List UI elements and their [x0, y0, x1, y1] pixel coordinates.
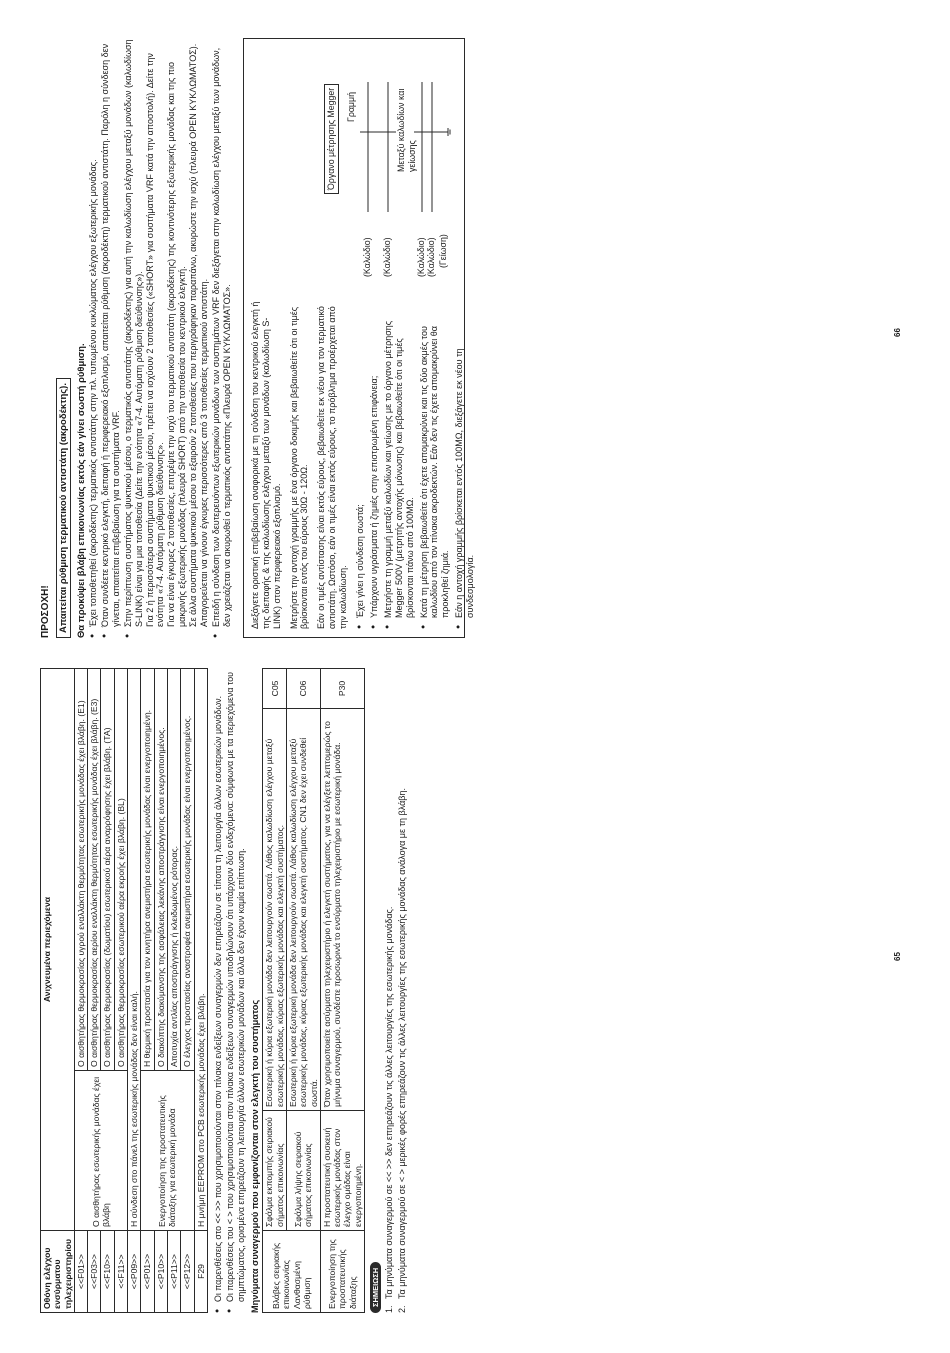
- between-label: Μεταξύ καλωδίων και γείωσης: [395, 88, 417, 172]
- table-row: [74, 669, 87, 1313]
- page-65: [40, 668, 410, 1313]
- desc-cell: Εσωτερική ή κύρια εξωτερική μονάδα δεν λειτουργούν σωστά. Λάθος καλωδίωση ελέγχου μεταξύ εσωτερικής μονάδας, κύριας εξωτερικής μονάδας και ελεγκτή συστήματος.: [263, 709, 287, 1111]
- endnote-text: Τα μηνύματα συναγερμού σε < > μερικές φορές επηρεάζουν τις άλλες λειτουργίες της εσωτερικής μονάδας ανάλογα με τη βλάβη.: [396, 788, 407, 1299]
- desc-cell: Εσωτερική ή κύρια εξωτερική μονάδα δεν λειτουργούν σωστά. Λάθος καλωδίωση ελέγχου μεταξύ εσωτερικής μονάδας, κύριας εξωτερικής μονάδας και ελεγκτή συστήματος. CN1 δεν έχει συνδεθεί σωστά.: [286, 709, 320, 1111]
- cause-cell: Ο αισθητήρας εσωτερικής μονάδας έχει βλάβη: [74, 1071, 127, 1231]
- system-alarm-table: [262, 668, 365, 1313]
- cause-cell: Ενεργοποίηση της προστατευτικής διάταξης για εσωτερική μονάδα: [141, 1071, 194, 1231]
- note-item: ● Οι παρενθέσεις του < > που χρησιμοποιούνται στον πίνακα ενδείξεων συναγερμών υποδηλώνουν ότι υπάρχουν δύο ενδεχόμενα: σύμφωνα με τα περιεχόμενα του σημπτώματος, ορισμένα επηρεάζουν τη λειτουργία άλλων εσωτερικών μονάδων και άλλα δεν έχουν καμία επίπτωση.: [225, 668, 246, 1313]
- content-cell: Αποτυχία αντλίας αποστράγγισης ή κλειδωμένος ρότορας.: [167, 669, 180, 1071]
- content-cell: Ο έλεγχος προστασίας αναστροφέα ανεμιστήρα εσωτερικής μονάδας είναι ενεργοποιημένος.: [181, 669, 194, 1071]
- box-bullet: ● Υπάρχουν υγράσματα ή ζημιές στην επιστρωμένη επιφάνεια;: [369, 304, 380, 629]
- content-cell: Ο αισθητήρας θερμοκρασίας (δωματίου) εσωτερικού αέρα αναρρόφησης έχει βλάβη. (TA): [101, 669, 114, 1071]
- page-number-right: 66: [893, 328, 902, 337]
- table-row: [263, 669, 287, 1313]
- system-alarm-title: Μηνύματα συναγερμού που εμφανίζονται στον ελεγκτή του συστήματος: [250, 999, 261, 1313]
- box-outside: Εάν οι τιμές αντίστασης είναι εκτός εύρους, βεβαιωθείτε εκ νέου για τον τερματικό αντιστάτη. Ωστόσο, εάν οι τιμές είναι εκτός εύρους, το πρόβλημα προέρχεται από την καλωδίωση.: [316, 306, 349, 629]
- content-cell: Η θερμική προστασία για τον κινητήρα ανεμιστήρα εσωτερικής μονάδας είναι ενεργοποιημένη.: [141, 669, 154, 1071]
- box-bullet: ● Εάν η αντοχή γραμμής βρίσκεται εντός 100MΩ, διεξάγετε εκ νέου τη συνδεσμολογία.: [454, 304, 476, 629]
- warning-bullet: ● Έχει τοποθετηθεί (ακροδέκτης) τερματικός αντιστάτης στην πλ. τυπωμένου κυκλώματος ελέγχου εξωτερικής μονάδας.: [88, 38, 99, 638]
- ground-label: (Γείωση): [437, 234, 448, 268]
- desc-cell: Όταν χρησιμοποιείτε ασύρματο τηλεχειριστήριο ή ελεγκτή συστήματος, για να ελέγξετε λεπτομερώς το μήνυμα συναγερμού, συνδέστε προσωρινά το ενσύρματο τηλεχειριστήριο με εσωτερική μονάδα.: [320, 709, 364, 1111]
- megger-diagram: [324, 62, 454, 282]
- table-row: [286, 669, 320, 1313]
- table-row: [194, 669, 207, 1313]
- note-item: ● Οι παρενθέσεις στο << >> που χρησιμοποιούνται στον πίνακα ενδείξεων συναγερμών δεν επηρεάζουν σε τίποτα τη λειτουργία άλλων εσωτερικών μονάδων.: [213, 668, 224, 1313]
- group-cell: Βλάβες σειριακής επικοινωνίας Λανθασμένη ρύθμιση: [263, 1231, 320, 1313]
- endnote-text: Τα μηνύματα συναγερμού σε << >> δεν επηρεάζουν τις άλλες λειτουργίες της εσωτερικής μονάδας.: [384, 906, 395, 1299]
- item-cell: Σφάλμα λήψης σειριακού σήματος επικοινωνίας: [286, 1111, 320, 1231]
- cable-label: (Καλώδιο): [425, 237, 436, 277]
- verification-box: [243, 38, 476, 638]
- item-cell: Σφάλμα εκπομπής σειριακού σήματος επικοινωνίας: [263, 1111, 287, 1231]
- table-row: [141, 669, 154, 1313]
- code-cell: <<F10>>: [101, 1231, 114, 1313]
- content-cell: Ο αισθητήρας θερμοκρασίας αερίου εναλλάκτη θερμότητας εσωτερικής μονάδας έχει βλάβη. (E3): [88, 669, 101, 1071]
- line-label: Γραμμή: [345, 92, 356, 122]
- warning-bold-line: Θα προκύψει βλάβη επικοινωνίας εκτός εάν γίνει σωστή ρύθμιση.: [75, 343, 86, 638]
- warning-bullet: ● Επειδή η σύνδεση των δευτερευόντων εξωτερικών μονάδων των συστημάτων VRF δεν διεξάγεται στην καλωδίωση ελέγχου μεταξύ των μονάδων, δεν χρειάζεται να ακυρωθεί ο τερματικός αντιστάτης «Πλευρά OPEN ΚΥΚΛΩΜΑΤΟΣ».: [211, 38, 233, 638]
- code-cell: <<P09>>: [128, 1231, 141, 1313]
- header-content: Ανιχνευμένα περιεχόμενα: [41, 669, 75, 1231]
- group-cell: Ενεργοποίηση της προστατευτικής διάταξης: [320, 1231, 364, 1313]
- table-notes: [213, 668, 247, 1313]
- code-cell: <<F03>>: [88, 1231, 101, 1313]
- table-row: [128, 669, 141, 1313]
- code-cell: <<P12>>: [181, 1231, 194, 1313]
- content-cell: Ο αισθητήρας θερμοκρασίας υγρού εναλλάκτη θερμότητας εσωτερικής μονάδας έχει βλάβη. (E1): [74, 669, 87, 1071]
- warning-subtitle: Απαιτείται ρύθμιση τερματικού αντιστάτη (ακροδέκτης).: [56, 378, 71, 638]
- table-header: [41, 669, 75, 1313]
- warning-title: ΠΡΟΣΟΧΗ!: [40, 585, 51, 638]
- cable-label: (Καλώδιο): [381, 237, 392, 277]
- cable-label: (Καλώδιο): [361, 237, 372, 277]
- page-number-left: 65: [893, 952, 902, 961]
- code-cell: C05: [263, 669, 287, 709]
- warning-bullet: ● Στην περίπτωση συστήματος ψυκτικού μέσου, ο τερματικός αντιστάτης (ακροδέκτης) για αυτή την καλωδίωση ελέγχου μεταξύ μονάδων (καλωδίωση S-LINK) είναι για μια τοποθεσία (Δείτε την ενότητα «7-4. Αυτόματη ρύθμιση διεύθυνσης»). Για 2 ή περισσότερα συστήματα ψυκτικού μέσου, πρέπει να ισχύουν 2 τοποθεσίες («SHORT» για συστήματα VRF κατά την αποστολή). Δείτε την ενότητα «7-4. Αυτόματη ρύθμιση διεύθυνσης». Για να είναι έγκυρες 2 τοποθεσίες, επιτρέψτε την ισχύ του τερματικού αντιστάτη (ακροδέκτης) της κοντινότερης εξωτερικής μονάδας και της πιο μακρινής εξωτερικής μονάδας (πλευρά SHORT) από την τοποθεσία του κεντρικού ελεγκτή. Σε άλλα συστήματα ψυκτικού μέσου το εξαιρούν 2 τοποθεσίες που περιγράφηκαν παραπάνω, ακυρώστε την ισχύ (πλευρά OPEN ΚΥΚΛΩΜΑΤΟΣ). Απαγορεύεται να γίνουν έγκυρες περισσότερες από 3 τοποθεσίες τερματικού αντιστάτη.: [123, 38, 210, 638]
- remarks-badge: ΣΗΜΕΙΩΣΗ: [370, 1262, 381, 1313]
- endnote-item: 2. Τα μηνύματα συναγερμού σε < > μερικές φορές επηρεάζουν τις άλλες λειτουργίες της εσωτερικής μονάδας ανάλογα με τη βλάβη.: [396, 788, 407, 1313]
- cable-label: (Καλώδιο): [415, 237, 426, 277]
- page-66: [40, 38, 476, 638]
- warning-bullet: ● Όταν συνδέετε κεντρικό ελεγκτή, διεπαφή ή περιφερειακό εξοπλισμό, απαιτείται ρύθμιση (ακροδέκτη) τερματικού αντιστάτη. Παρόλη η σύνδεση δεν γίνεται, απαιτείται επιβεβαίωση για τα συστήματα VRF.: [100, 38, 122, 638]
- error-codes-table: [40, 668, 208, 1313]
- code-cell: <<P10>>: [154, 1231, 167, 1313]
- code-cell: C06: [286, 669, 320, 709]
- header-monitor: Οθόνη ελέγχου ενσύρματου τηλεχειριστηρίου: [41, 1231, 75, 1313]
- code-cell: P30: [320, 669, 364, 709]
- cause-cell: Η σύνδεση στο πάνελ της εσωτερικής μονάδας δεν είναι καλή.: [128, 669, 141, 1231]
- code-cell: <<F11>>: [114, 1231, 127, 1313]
- item-cell: Η προστατευτική συσκευή εσωτερικής μονάδας στον έλεγχο ομάδας είναι ενεργοποιημένη.: [320, 1111, 364, 1231]
- code-cell: F29: [194, 1231, 207, 1313]
- content-cell: Ο αισθητήρας θερμοκρασίας εσωτερικού αέρα εκροής έχει βλάβη. (BL): [114, 669, 127, 1071]
- table-row: [320, 669, 364, 1313]
- warning-bullets: [88, 38, 233, 638]
- code-cell: <<P01>>: [141, 1231, 154, 1313]
- box-measure: Μετρήστε την αντοχή γραμμής με ένα όργανο δοκιμής και βεβαιωθείτε ότι οι τιμές βρίσκονται εντός του εύρους 30Ω - 120Ω.: [288, 306, 310, 629]
- content-cell: Ο διακόπτης διακύμανσης της ασφάλειας λεκάνης αποστράγγισης είναι ενεργοποιημένος.: [154, 669, 167, 1071]
- endnotes: [384, 668, 408, 1313]
- box-bullets: [355, 304, 476, 629]
- code-cell: <<P11>>: [167, 1231, 180, 1313]
- box-bullet: ● Έχει γίνει η σύνδεση σωστά;: [355, 304, 366, 629]
- box-intro: Διεξάγετε οριστική επιβεβαίωση αναφορικά με τη σύνδεση του κεντρικού ελεγκτή ή της διεπαφής & της καλωδίωσης ελέγχου μεταξύ των μονάδων (καλωδίωση S-LINK) στον περιφερειακό εξοπλισμό.: [249, 301, 282, 629]
- box-bullet: ● Κατά τη μέτρηση βεβαιωθείτε ότι έχετε απομακρύνει και τις δύο ακμές του καλωδίου από τον πίνακα ακροδεκτών. Εάν δεν τις έχετε απομακρύνει θα προκληθεί ζημιά.: [419, 304, 452, 629]
- code-cell: <<F01>>: [74, 1231, 87, 1313]
- megger-label: Όργανο μέτρησης Megger: [324, 84, 339, 194]
- endnote-item: 1. Τα μηνύματα συναγερμού σε << >> δεν επηρεάζουν τις άλλες λειτουργίες της εσωτερικής μονάδας.: [384, 906, 395, 1313]
- cause-cell: Η μνήμη EEPROM στο PCB εσωτερικής μονάδας έχει βλάβη.: [194, 669, 207, 1231]
- box-bullet: ● Μετρήστε τη γραμμή μεταξύ καλωδίων και γείωσης με το όργανο μέτρησης Megger 500V (μετρητής αντοχής μόνωσης) και βεβαιωθείτε ότι οι τιμές βρίσκονται πάνω από 100MΩ.: [383, 304, 416, 629]
